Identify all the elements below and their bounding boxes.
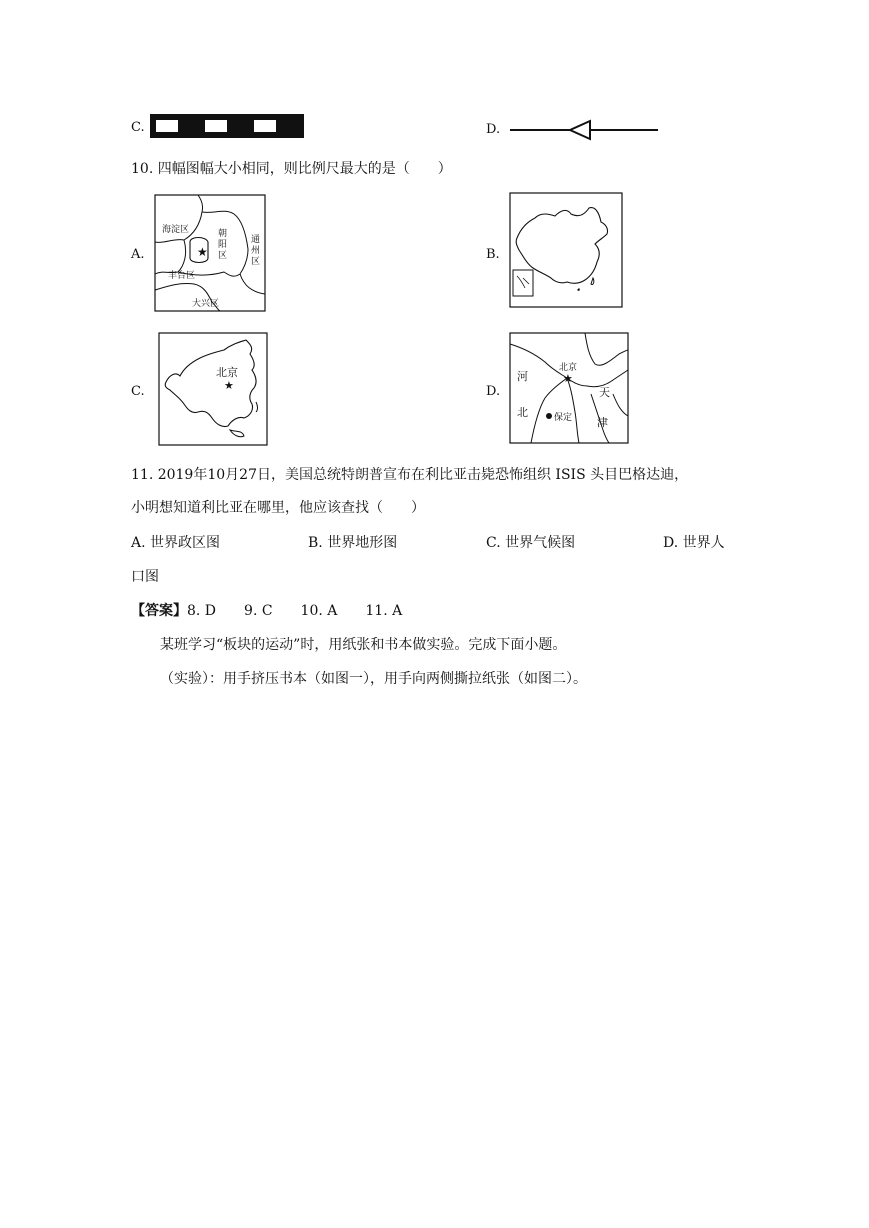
checkered-scale-bar	[150, 114, 306, 140]
option-c-label: C.	[131, 120, 145, 135]
city-dot-icon	[546, 413, 552, 419]
map-label: 北	[517, 406, 528, 419]
map-label: 通	[251, 235, 261, 245]
intro-line2: （实验）：用手挤压书本（如图一），用手向两侧撕拉纸张（如图二）。	[160, 671, 587, 687]
city-region-map	[509, 332, 629, 444]
map-label: 区	[251, 257, 261, 267]
answer-text: 8. D 9. C 10. A 11. A	[187, 603, 403, 619]
map-label: 朝	[218, 229, 228, 239]
q11-option-d-wrap: 口图	[131, 569, 159, 585]
star-icon: ★	[197, 245, 208, 259]
intro-line1: 某班学习“板块的运动”时，用纸张和书本做实验。完成下面小题。	[160, 637, 567, 653]
q11-option-c: C. 世界气候图	[486, 535, 576, 551]
q10-stem: 10. 四幅图幅大小相同，则比例尺最大的是（ ）	[131, 161, 452, 177]
country-map	[509, 192, 625, 310]
q10-option-c-label: C.	[131, 384, 145, 399]
map-label: 阳	[218, 240, 228, 250]
map-label: 河	[517, 370, 528, 383]
star-icon: ★	[224, 379, 234, 392]
map-label: 保定	[554, 413, 573, 423]
q11-stem-line2: 小明想知道利比亚在哪里，他应该查找（ ）	[131, 500, 425, 516]
map-label: 丰台区	[168, 271, 196, 281]
q11-option-b: B. 世界地形图	[308, 535, 398, 551]
q11-option-d: D. 世界人	[663, 535, 725, 551]
continent-map	[158, 332, 270, 448]
q11-stem-line1: 11. 2019年10月27日，美国总统特朗普宣布在利比亚击毙恐怖组织 ISIS 头目巴格达迪，	[131, 467, 689, 483]
district-map	[154, 194, 266, 312]
q11-option-a: A. 世界政区图	[131, 535, 221, 551]
answer-line	[131, 602, 402, 620]
q10-option-a-label: A.	[131, 247, 145, 262]
map-label: 北京	[216, 366, 238, 379]
map-label: 北京	[559, 363, 578, 373]
q10-option-d-label: D.	[486, 384, 501, 399]
map-label: 天	[599, 386, 610, 399]
q10-option-b-label: B.	[486, 247, 500, 262]
answer-label: 【答案】	[131, 603, 187, 619]
map-label: 区	[218, 251, 228, 261]
map-label: 津	[597, 416, 608, 429]
map-label: 大兴区	[192, 299, 220, 309]
star-icon: ★	[563, 372, 573, 385]
option-d-label: D.	[486, 122, 501, 137]
map-label: 州	[251, 246, 261, 256]
map-label: 海淀区	[162, 225, 190, 235]
arrow-symbol	[508, 118, 660, 142]
